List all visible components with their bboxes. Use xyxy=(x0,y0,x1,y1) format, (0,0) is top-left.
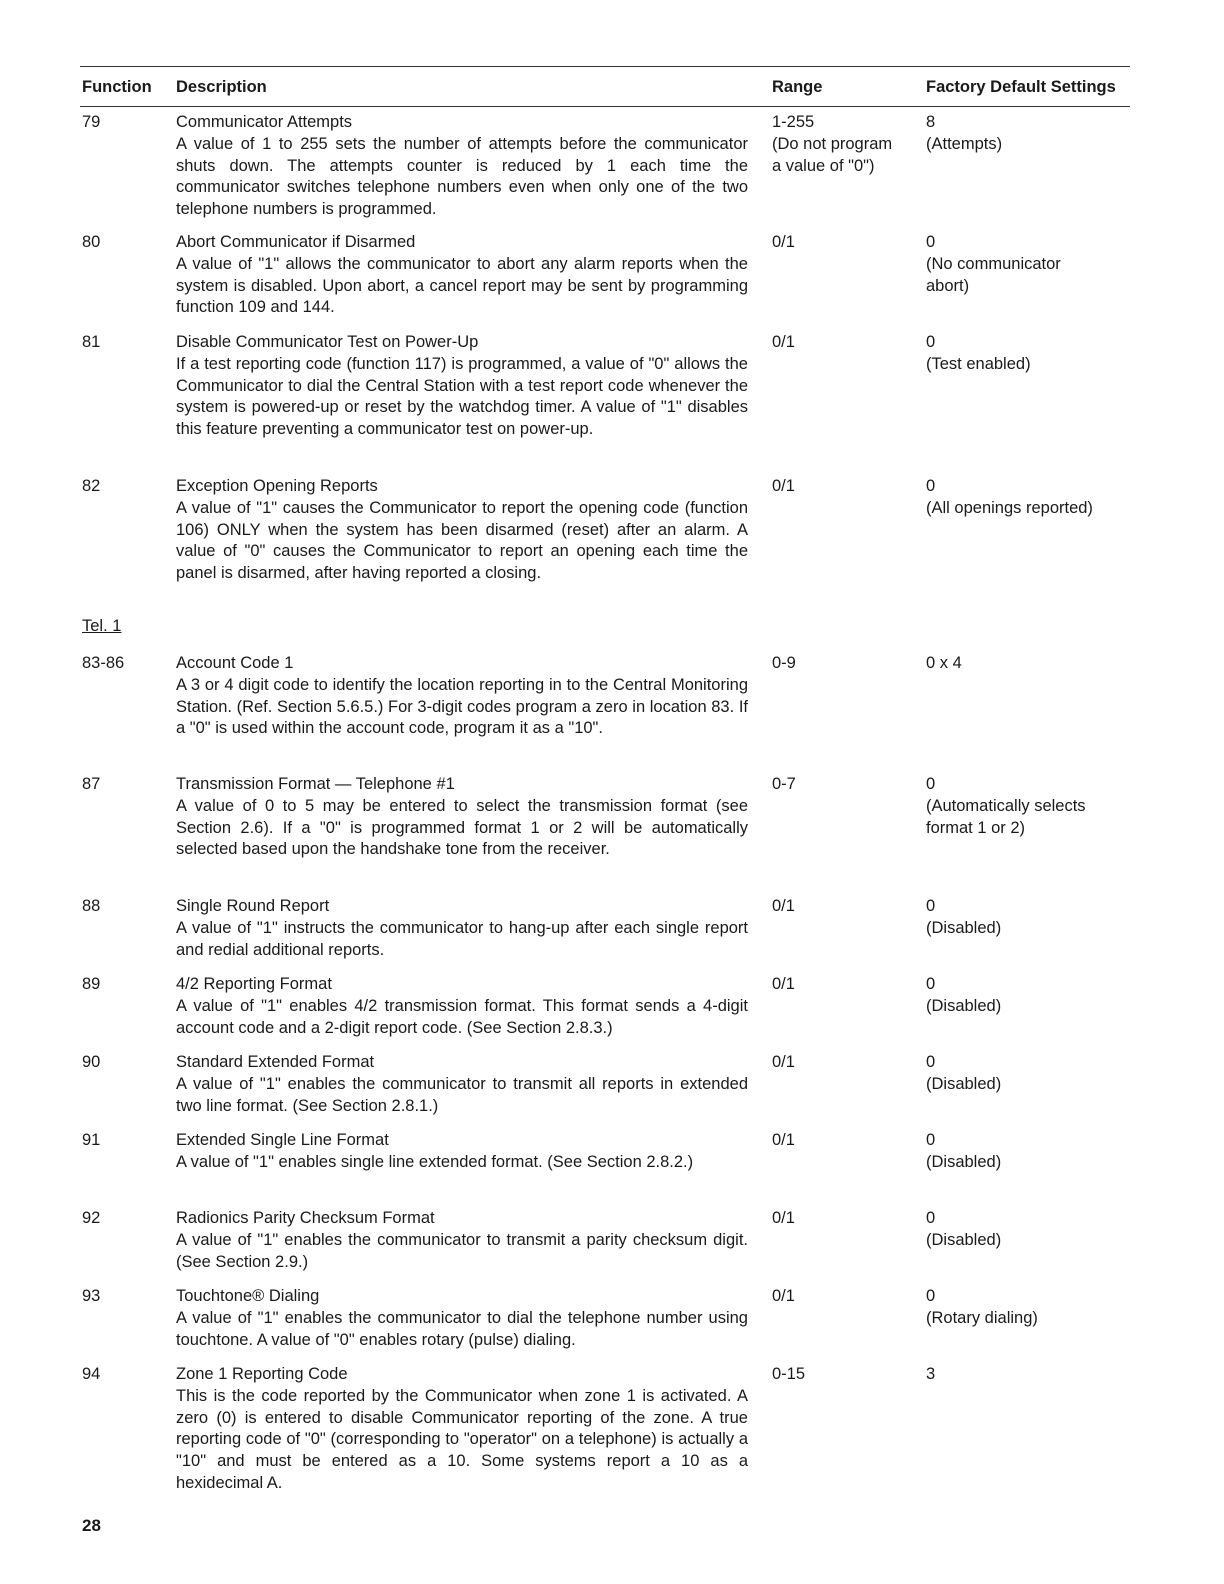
function-number: 81 xyxy=(82,333,101,351)
description-title: Communicator Attempts xyxy=(176,113,353,131)
description-title: Transmission Format — Telephone #1 xyxy=(176,775,455,793)
range-value: 0/1 xyxy=(772,233,795,251)
table-row xyxy=(80,1208,1130,1278)
header-description: Description xyxy=(176,78,267,96)
description-body: If a test reporting code (function 117) is programmed, a value of "0" allows the Communicator to dial the Central Station with a test report code whenever the system is powered-up or reset by the watchdog timer. A value of "1" disables this feature preventing a communicator test on power-up. xyxy=(176,354,748,439)
description-body: A value of "1" enables the communicator to dial the telephone number using touchtone. A value of "0" enables rotary (pulse) dialing. xyxy=(176,1308,748,1349)
range-value: 1-255 (Do not program a value of "0") xyxy=(772,113,893,175)
description-title: Disable Communicator Test on Power-Up xyxy=(176,333,479,351)
range-value: 0/1 xyxy=(772,975,795,993)
default-setting: 0 x 4 xyxy=(926,654,962,672)
function-number: 89 xyxy=(82,975,101,993)
range-value: 0/1 xyxy=(772,333,795,351)
function-number: 83-86 xyxy=(82,654,125,672)
description-title: Touchtone® Dialing xyxy=(176,1287,320,1305)
range-value: 0/1 xyxy=(772,1053,795,1071)
description-cell xyxy=(176,974,748,1039)
description-body: A value of "1" enables single line extended format. (See Section 2.8.2.) xyxy=(176,1152,694,1171)
default-setting: 0 (Disabled) xyxy=(926,897,1002,937)
range-value: 0/1 xyxy=(772,897,795,915)
range-value: 0/1 xyxy=(772,1287,795,1305)
table-row xyxy=(80,332,1130,468)
table-row xyxy=(80,774,1130,886)
table-row xyxy=(80,1286,1130,1356)
table-row xyxy=(80,476,1130,646)
description-body: A value of 1 to 255 sets the number of attempts before the communicator shuts down. The attempts counter is reduced by 1 each time the communicator switches telephone numbers even when only one of the two telephone numbers is programmed. xyxy=(176,134,748,219)
default-setting: 0 (Rotary dialing) xyxy=(926,1287,1038,1327)
description-cell xyxy=(176,1130,748,1174)
function-number: 80 xyxy=(82,233,101,251)
description-cell xyxy=(176,653,748,740)
description-cell xyxy=(176,332,748,441)
header-range: Range xyxy=(772,78,823,96)
default-setting: 0 (Disabled) xyxy=(926,975,1002,1015)
range-value: 0-9 xyxy=(772,654,796,672)
function-number: 92 xyxy=(82,1209,101,1227)
description-title: Abort Communicator if Disarmed xyxy=(176,233,416,251)
page-number: 28 xyxy=(82,1516,101,1535)
description-title: Standard Extended Format xyxy=(176,1053,375,1071)
description-cell xyxy=(176,774,748,861)
description-body: A value of "1" enables 4/2 transmission format. This format sends a 4-digit account code and a 2-digit report code. (See Section 2.8.3.) xyxy=(176,996,748,1037)
default-setting: 0 (Test enabled) xyxy=(926,333,1031,373)
group-label-tel1: Tel. 1 xyxy=(82,617,122,635)
description-title: 4/2 Reporting Format xyxy=(176,975,332,993)
description-title: Exception Opening Reports xyxy=(176,477,378,495)
top-rule xyxy=(80,66,1130,67)
default-setting: 8 (Attempts) xyxy=(926,113,1003,153)
range-value: 0-15 xyxy=(772,1365,806,1383)
description-cell xyxy=(176,1208,748,1273)
function-number: 93 xyxy=(82,1287,101,1305)
description-cell xyxy=(176,476,748,585)
description-cell xyxy=(176,896,748,961)
table-row xyxy=(80,112,1130,222)
function-number: 82 xyxy=(82,477,101,495)
range-value: 0/1 xyxy=(772,1209,795,1227)
default-setting: 0 (Disabled) xyxy=(926,1209,1002,1249)
header-function: Function xyxy=(82,78,152,96)
header-rule xyxy=(80,106,1130,107)
function-number: 91 xyxy=(82,1131,101,1149)
description-body: A value of 0 to 5 may be entered to select the transmission format (see Section 2.6). If a "0" is programmed format 1 or 2 will be automatically selected based upon the handshake tone from the receiver. xyxy=(176,796,748,859)
description-body: A value of "1" allows the communicator to abort any alarm reports when the system is disabled. Upon abort, a cancel report may be sent by programming function 109 and 144. xyxy=(176,254,748,317)
description-body: A value of "1" causes the Communicator to report the opening code (function 106) ONLY when the system has been disarmed (reset) after an alarm. A value of "0" causes the Communicator to report an opening each time the panel is disarmed, after having reported a closing. xyxy=(176,498,748,583)
default-setting: 0 (No communicator abort) xyxy=(926,233,1061,295)
description-title: Zone 1 Reporting Code xyxy=(176,1365,348,1383)
function-number: 79 xyxy=(82,113,101,131)
description-title: Extended Single Line Format xyxy=(176,1131,389,1149)
range-value: 0-7 xyxy=(772,775,796,793)
description-body: A value of "1" instructs the communicator to hang-up after each single report and redial additional reports. xyxy=(176,918,748,959)
description-title: Account Code 1 xyxy=(176,654,294,672)
default-setting: 0 (Disabled) xyxy=(926,1053,1002,1093)
table-header xyxy=(80,76,1130,106)
default-setting: 0 (Disabled) xyxy=(926,1131,1002,1171)
description-body: A value of "1" enables the communicator to transmit all reports in extended two line format. (See Section 2.8.1.) xyxy=(176,1074,748,1115)
description-cell xyxy=(176,1364,748,1495)
function-number: 90 xyxy=(82,1053,101,1071)
table-row xyxy=(80,1052,1130,1122)
table-row xyxy=(80,1364,1130,1504)
description-body: A 3 or 4 digit code to identify the location reporting in to the Central Monitoring Station. (Ref. Section 5.6.5.) For 3-digit codes program a zero in location 83. If a "0" is used within the account code, program it as a "10". xyxy=(176,675,748,738)
description-cell xyxy=(176,1286,748,1351)
default-setting: 0 (All openings reported) xyxy=(926,477,1093,517)
description-title: Single Round Report xyxy=(176,897,330,915)
default-setting: 3 xyxy=(926,1365,936,1383)
function-number: 87 xyxy=(82,775,101,793)
function-number: 88 xyxy=(82,897,101,915)
table-row xyxy=(80,232,1130,324)
table-row xyxy=(80,653,1130,765)
description-cell xyxy=(176,112,748,221)
description-cell xyxy=(176,1052,748,1117)
description-body: This is the code reported by the Communicator when zone 1 is activated. A zero (0) is entered to disable Communicator reporting of the zone. A true reporting code of "0" (corresponding to "operator" on a telephone) is actually a "10" and must be entered as a 10. Some systems report a 10 as a hexidecimal A. xyxy=(176,1386,748,1492)
default-setting: 0 (Automatically selects format 1 or 2) xyxy=(926,775,1086,837)
description-cell xyxy=(176,232,748,319)
header-default: Factory Default Settings xyxy=(926,78,1116,96)
table-row xyxy=(80,1130,1130,1200)
table-row xyxy=(80,974,1130,1044)
function-number: 94 xyxy=(82,1365,101,1383)
range-value: 0/1 xyxy=(772,1131,795,1149)
table-row xyxy=(80,896,1130,966)
description-body: A value of "1" enables the communicator to transmit a parity checksum digit. (See Section 2.9.) xyxy=(176,1230,748,1271)
description-title: Radionics Parity Checksum Format xyxy=(176,1209,435,1227)
range-value: 0/1 xyxy=(772,477,795,495)
